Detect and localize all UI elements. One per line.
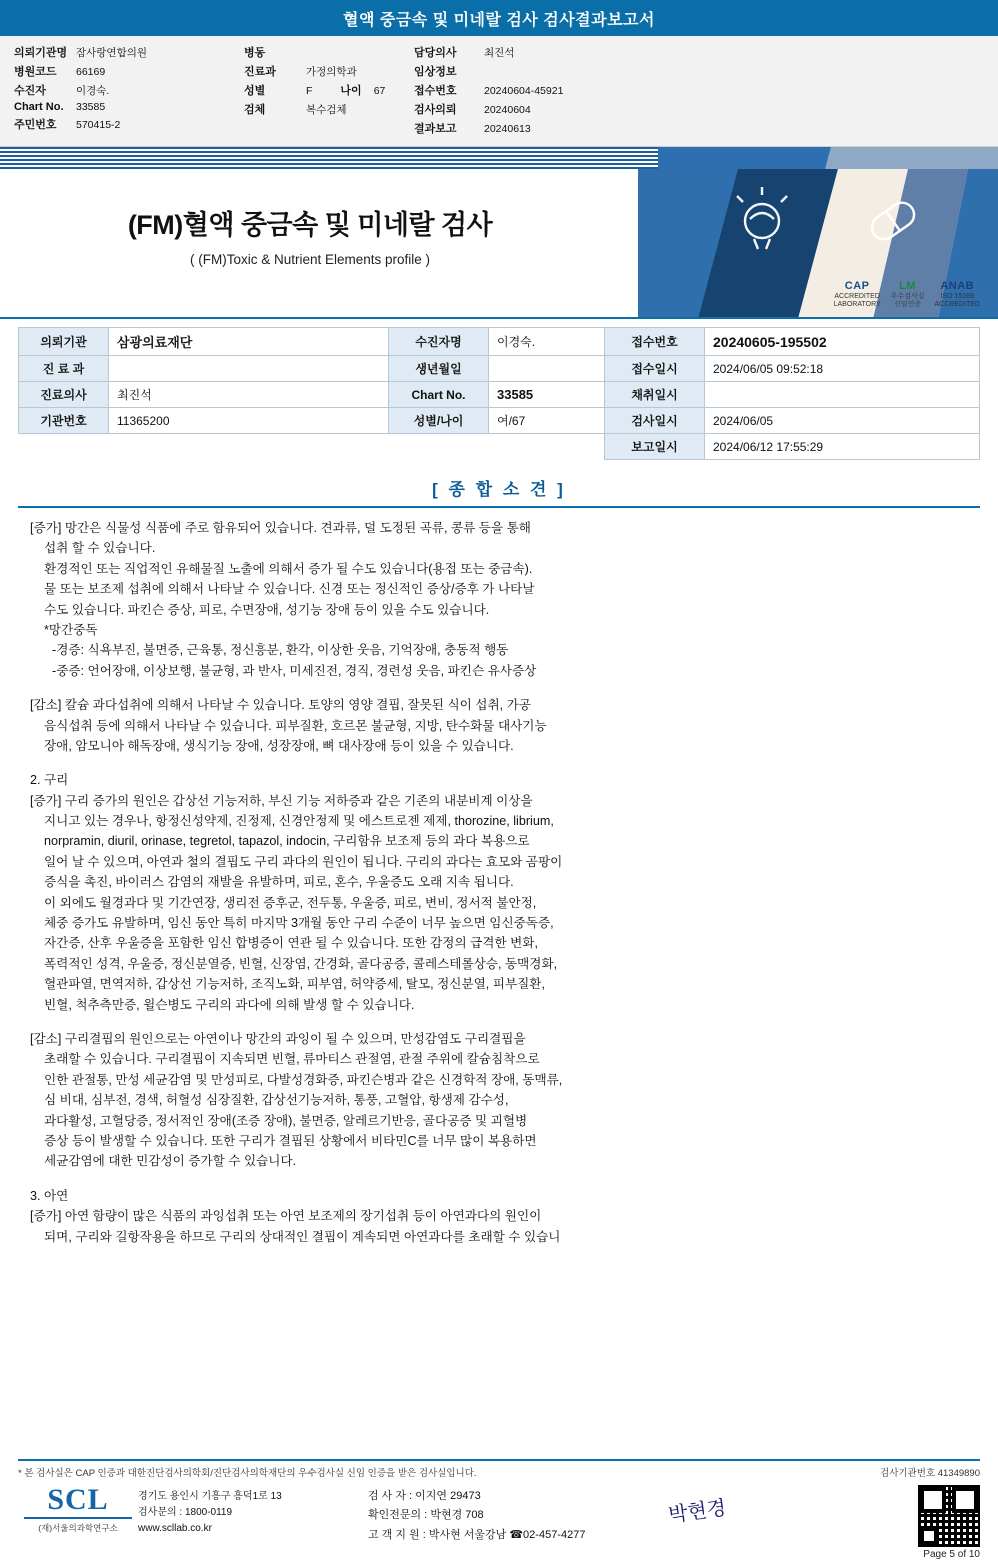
specimen-info-wrap <box>0 319 998 460</box>
cell-label: 검사일시 <box>605 408 705 434</box>
field-value: 20240604-45921 <box>484 85 564 97</box>
cell-value <box>489 356 605 382</box>
cell-value-receipt-no: 20240605-195502 <box>705 328 980 356</box>
body-line: 세균감염에 대한 민감성이 증가할 수 있습니다. <box>44 1154 297 1169</box>
patient-header-strip <box>0 36 998 147</box>
summary-body <box>0 508 998 1247</box>
field-label-age: 나이 <box>340 85 362 97</box>
header-field <box>14 63 244 79</box>
header-field <box>14 101 244 113</box>
scl-logo-text: SCL <box>47 1483 109 1516</box>
anab-name: ANAB <box>940 280 975 293</box>
certification-logos <box>834 280 980 309</box>
body-line: norpramin, diuril, orinase, tegretol, tapazol, indocin, 구리함유 보조제 등의 과다 복용으로 <box>44 834 530 849</box>
header-field <box>414 63 764 79</box>
header-field <box>244 63 414 79</box>
patient-header-col-3 <box>414 44 764 136</box>
table-row <box>19 382 980 408</box>
body-line: 장애, 암모니아 해독장애, 생식기능 장애, 성장장애, 뼈 대사장애 등이 있을 수 있습니다. <box>44 738 514 753</box>
cell-label: 의뢰기관 <box>19 328 109 356</box>
body-heading-copper: 2. 구리 <box>30 773 69 788</box>
anab-certification-logo <box>934 280 980 309</box>
field-label: 검사의뢰 <box>414 104 457 116</box>
institution-no-label: 검사기관번호 <box>880 1468 936 1479</box>
footer-signature <box>667 1485 788 1527</box>
cell-label: 채취일시 <box>605 382 705 408</box>
body-line: 이 외에도 월경과다 및 기간연장, 생리전 증후군, 전두통, 우울증, 피로, 변비, 정서적 불안정, <box>44 895 537 910</box>
scl-logo <box>18 1485 138 1534</box>
body-spacer <box>30 681 972 695</box>
body-line: 자간증, 산후 우울증을 포함한 임신 합병증이 연관 될 수 있습니다. 또한 감정의 급격한 변화, <box>44 936 538 951</box>
report-footer <box>0 1459 998 1564</box>
lm-name: LM <box>899 280 917 293</box>
field-value: 66169 <box>76 66 106 78</box>
body-line: 수도 있습니다. 파킨슨 증상, 피로, 수면장애, 성기능 장애 등이 있을 수도 있습니다. <box>44 602 490 617</box>
header-field <box>244 101 414 117</box>
contact-value: 이지연 29473 <box>415 1490 481 1502</box>
cell-value: 삼광의료재단 <box>109 328 389 356</box>
patient-header-col-1 <box>14 44 244 136</box>
cell-label: 생년월일 <box>389 356 489 382</box>
field-label: 담당의사 <box>414 47 457 59</box>
cell-label: 진 료 과 <box>19 356 109 382</box>
body-line: 빈혈, 척추측만증, 윌슨병도 구리의 과다에 의해 발생 할 수 있습니다. <box>44 997 415 1012</box>
body-line: -중증: 언어장애, 이상보행, 불균형, 과 반사, 미세진전, 경직, 경련성 웃음, 파킨슨 유사증상 <box>52 663 537 678</box>
cell-label: 수진자명 <box>389 328 489 356</box>
footer-accreditation-note: * 본 검사실은 CAP 인증과 대한진단검사의학회/진단검사의학재단의 우수검사실 신임 인증을 받은 검사실입니다. <box>18 1468 477 1479</box>
report-title-block <box>0 203 620 267</box>
body-line: [증가] 구리 증가의 원인은 갑상선 기능저하, 부신 기능 저하증과 같은 기존의 내분비계 이상을 <box>30 793 533 808</box>
anab-line2: ISO 15189 <box>940 292 974 300</box>
cell-value: 33585 <box>489 382 605 408</box>
contact-row <box>368 1487 668 1506</box>
cap-name: CAP <box>844 280 870 293</box>
footer-main-row <box>18 1479 980 1547</box>
cell-label: 진료의사 <box>19 382 109 408</box>
cell-empty <box>489 434 605 460</box>
table-row <box>19 356 980 382</box>
body-line: 지니고 있는 경우나, 항정신성약제, 진정제, 신경안정제 및 에스트로젠 제제, thorozine, librium, <box>44 814 554 829</box>
body-line: *망간중독 <box>44 622 98 637</box>
institution-no-value: 41349890 <box>937 1468 980 1479</box>
cap-line3: LABORATORY <box>833 300 881 308</box>
report-title-area <box>0 169 998 319</box>
anab-line3: ACCREDITED <box>934 300 980 308</box>
specimen-info-table <box>18 327 980 460</box>
header-field <box>414 101 764 117</box>
header-field <box>414 120 764 136</box>
body-line: [감소] 칼슘 과다섭취에 의해서 나타날 수 있습니다. 토양의 영양 결핍, 잘못된 식이 섭취, 가공 <box>30 698 531 713</box>
field-value: 20240604 <box>484 104 531 116</box>
field-label: 진료과 <box>244 66 276 78</box>
field-value: 가정의학과 <box>306 66 357 78</box>
body-line: [증가] 아연 함량이 많은 식품의 과잉섭취 또는 아연 보조제의 장기섭취 등이 아연과다의 원인이 <box>30 1209 542 1224</box>
cell-value <box>705 382 980 408</box>
header-field <box>14 82 244 98</box>
field-label: 임상정보 <box>414 66 457 78</box>
report-title: (FM)혈액 중금속 및 미네랄 검사 <box>127 210 493 240</box>
header-field <box>14 44 244 60</box>
header-field <box>414 44 764 60</box>
cell-label: Chart No. <box>389 382 489 408</box>
body-line: 혈관파열, 면역저하, 갑상선 기능저하, 조직노화, 피부염, 허약증세, 탈모, 정신분열, 피부질환, <box>44 977 545 992</box>
cell-empty <box>19 434 109 460</box>
qr-code <box>918 1485 980 1547</box>
body-spacer <box>30 1172 972 1186</box>
cell-value: 2024/06/12 17:55:29 <box>705 434 980 460</box>
lm-certification-logo <box>891 280 925 309</box>
field-label: 수진자 <box>14 85 46 97</box>
body-line: 폭력적인 성격, 우울증, 정신분열증, 빈혈, 신장염, 간경화, 골다공증, 콜레스테롤상승, 동맥경화, <box>44 956 558 971</box>
cell-label: 접수일시 <box>605 356 705 382</box>
table-row <box>19 408 980 434</box>
body-line: 심 비대, 심부전, 경색, 허혈성 심장질환, 갑상선기능저하, 통풍, 고혈압, 항생제 감수성, <box>44 1093 509 1108</box>
cell-value: 2024/06/05 09:52:18 <box>705 356 980 382</box>
cell-label: 기관번호 <box>19 408 109 434</box>
patient-header-col-2 <box>244 44 414 136</box>
contact-label: 고 객 지 원 : <box>368 1528 426 1541</box>
cell-value: 여/67 <box>489 408 605 434</box>
address-line: 검사문의 : 1800-0119 <box>138 1507 233 1518</box>
cell-label: 성별/나이 <box>389 408 489 434</box>
field-value: 잠사랑연합의원 <box>76 47 148 59</box>
footer-website-link[interactable]: www.scllab.co.kr <box>138 1523 212 1534</box>
header-field-gender-age <box>244 82 414 98</box>
contact-value: 박사현 서울강남 ☎02-457-4277 <box>428 1528 586 1541</box>
cell-empty <box>389 434 489 460</box>
body-line: 물 또는 보조제 섭취에 의해서 나타날 수 있습니다. 신경 또는 정신적인 증상/증후 가 나타날 <box>44 582 535 597</box>
field-value: F <box>306 85 313 97</box>
cap-certification-logo <box>834 280 881 309</box>
decorative-band <box>0 147 998 169</box>
body-line: [감소] 구리결핍의 원인으로는 아연이나 망간의 과잉이 될 수 있으며, 만성감염도 구리결핍을 <box>30 1031 526 1046</box>
header-field <box>14 116 244 132</box>
footer-qr-wrap <box>788 1485 980 1547</box>
field-label: 접수번호 <box>414 85 457 97</box>
footer-note-row <box>18 1459 980 1479</box>
body-line: 과다활성, 고혈당증, 정서적인 장애(조증 장애), 불면증, 알레르기반응, 골다공증 및 괴혈병 <box>44 1113 528 1128</box>
field-value: 이경숙. <box>76 85 110 97</box>
field-value: 33585 <box>76 101 106 113</box>
cell-label: 접수번호 <box>605 328 705 356</box>
field-value: 복수검체 <box>306 104 347 116</box>
footer-contacts <box>368 1485 668 1545</box>
footer-address <box>138 1485 368 1537</box>
body-line: 초래할 수 있습니다. 구리결핍이 지속되면 빈혈, 류마티스 관절염, 관절 주위에 칼슘침착으로 <box>44 1052 540 1067</box>
field-value: 최진석 <box>484 47 515 59</box>
contact-label: 검 사 자 : <box>368 1490 413 1502</box>
table-row <box>19 434 980 460</box>
field-label: 성별 <box>244 85 266 97</box>
table-row <box>19 328 980 356</box>
contact-row <box>368 1506 668 1525</box>
field-value: 570415-2 <box>76 119 121 131</box>
body-line: 되며, 구리와 길항작용을 하므로 구리의 상대적인 결핍이 계속되면 아연과다를 초래할 수 있습니 <box>44 1229 561 1244</box>
cell-value: 2024/06/05 <box>705 408 980 434</box>
body-line: -경증: 식욕부진, 불면증, 근육통, 정신흥분, 환각, 이상한 웃음, 기억장애, 충동적 행동 <box>52 643 509 658</box>
header-field <box>414 82 764 98</box>
signature-image: 박현경 <box>667 1497 728 1527</box>
body-line: 증상 등이 발생할 수 있습니다. 또한 구리가 결핍된 상황에서 비타민C를 너무 많이 복용하면 <box>44 1133 537 1148</box>
body-line: 체중 증가도 유발하며, 임신 동안 특히 마지막 3개월 동안 구리 수준이 너무 높으면 임신중독증, <box>44 916 554 931</box>
field-label: 의뢰기관명 <box>14 47 68 59</box>
cell-label: 보고일시 <box>605 434 705 460</box>
lm-line2: 우수검사실 <box>890 292 925 300</box>
contact-row <box>368 1526 668 1545</box>
body-heading-zinc: 3. 아연 <box>30 1188 69 1203</box>
scl-logo-rule <box>24 1517 132 1519</box>
body-spacer <box>30 756 972 770</box>
field-value-age: 67 <box>373 85 386 97</box>
footer-institution-no <box>880 1465 980 1479</box>
field-label: 결과보고 <box>414 123 457 135</box>
body-line: 인한 관절통, 만성 세균감염 및 만성피로, 다발성경화증, 파킨슨병과 같은 신경학적 장애, 동맥류, <box>44 1072 563 1087</box>
scl-logo-subtitle: (재)서울의과학연구소 <box>38 1523 118 1533</box>
body-line: 환경적인 또는 직업적인 유해물질 노출에 의해서 증가 될 수도 있습니다(용접 또는 중금속). <box>44 561 533 576</box>
field-label: 병원코드 <box>14 66 57 78</box>
cell-empty <box>109 434 389 460</box>
contact-label: 확인전문의 : <box>368 1509 428 1522</box>
body-spacer <box>30 1015 972 1029</box>
cell-value: 11365200 <box>109 408 389 434</box>
body-line: 음식섭취 등에 의해서 나타날 수 있습니다. 피부질환, 호르몬 불균형, 지방, 탄수화물 대사기능 <box>44 718 547 733</box>
body-line: [증가] 망간은 식물성 식품에 주로 함유되어 있습니다. 견과류, 덜 도정된 곡류, 콩류 등을 통해 <box>30 521 531 535</box>
section-title-summary: [ 종 합 소 견 ] <box>18 466 980 508</box>
field-label: Chart No. <box>14 101 64 113</box>
header-field <box>244 44 414 60</box>
field-label: 주민번호 <box>14 119 57 131</box>
field-value: 20240613 <box>484 123 531 135</box>
body-line: 일어 날 수 있으며, 아연과 철의 결핍도 구리 과다의 원인이 됩니다. 구리의 과다는 효모와 곰팡이 <box>44 854 563 869</box>
field-label: 병동 <box>244 47 266 59</box>
cell-value: 최진석 <box>109 382 389 408</box>
report-banner-title: 혈액 중금속 및 미네랄 검사 검사결과보고서 <box>0 0 998 36</box>
contact-value: 박현경 708 <box>430 1509 484 1522</box>
address-line: 경기도 용인시 기흥구 흥덕1로 13 <box>138 1491 282 1502</box>
body-line: 증식을 촉진, 바이러스 감염의 재발을 유발하며, 피로, 혼수, 우울증도 오래 지속 됩니다. <box>44 875 514 890</box>
report-subtitle: ( (FM)Toxic & Nutrient Elements profile ) <box>189 252 431 267</box>
page-number: Page 5 of 10 <box>923 1549 980 1560</box>
cell-value <box>109 356 389 382</box>
lm-line3: 신임인증 <box>894 300 922 308</box>
body-line: 섭취 할 수 있습니다. <box>44 541 156 556</box>
cell-value: 이경숙. <box>489 328 605 356</box>
field-label: 검체 <box>244 104 266 116</box>
cap-line2: ACCREDITED <box>834 292 880 300</box>
